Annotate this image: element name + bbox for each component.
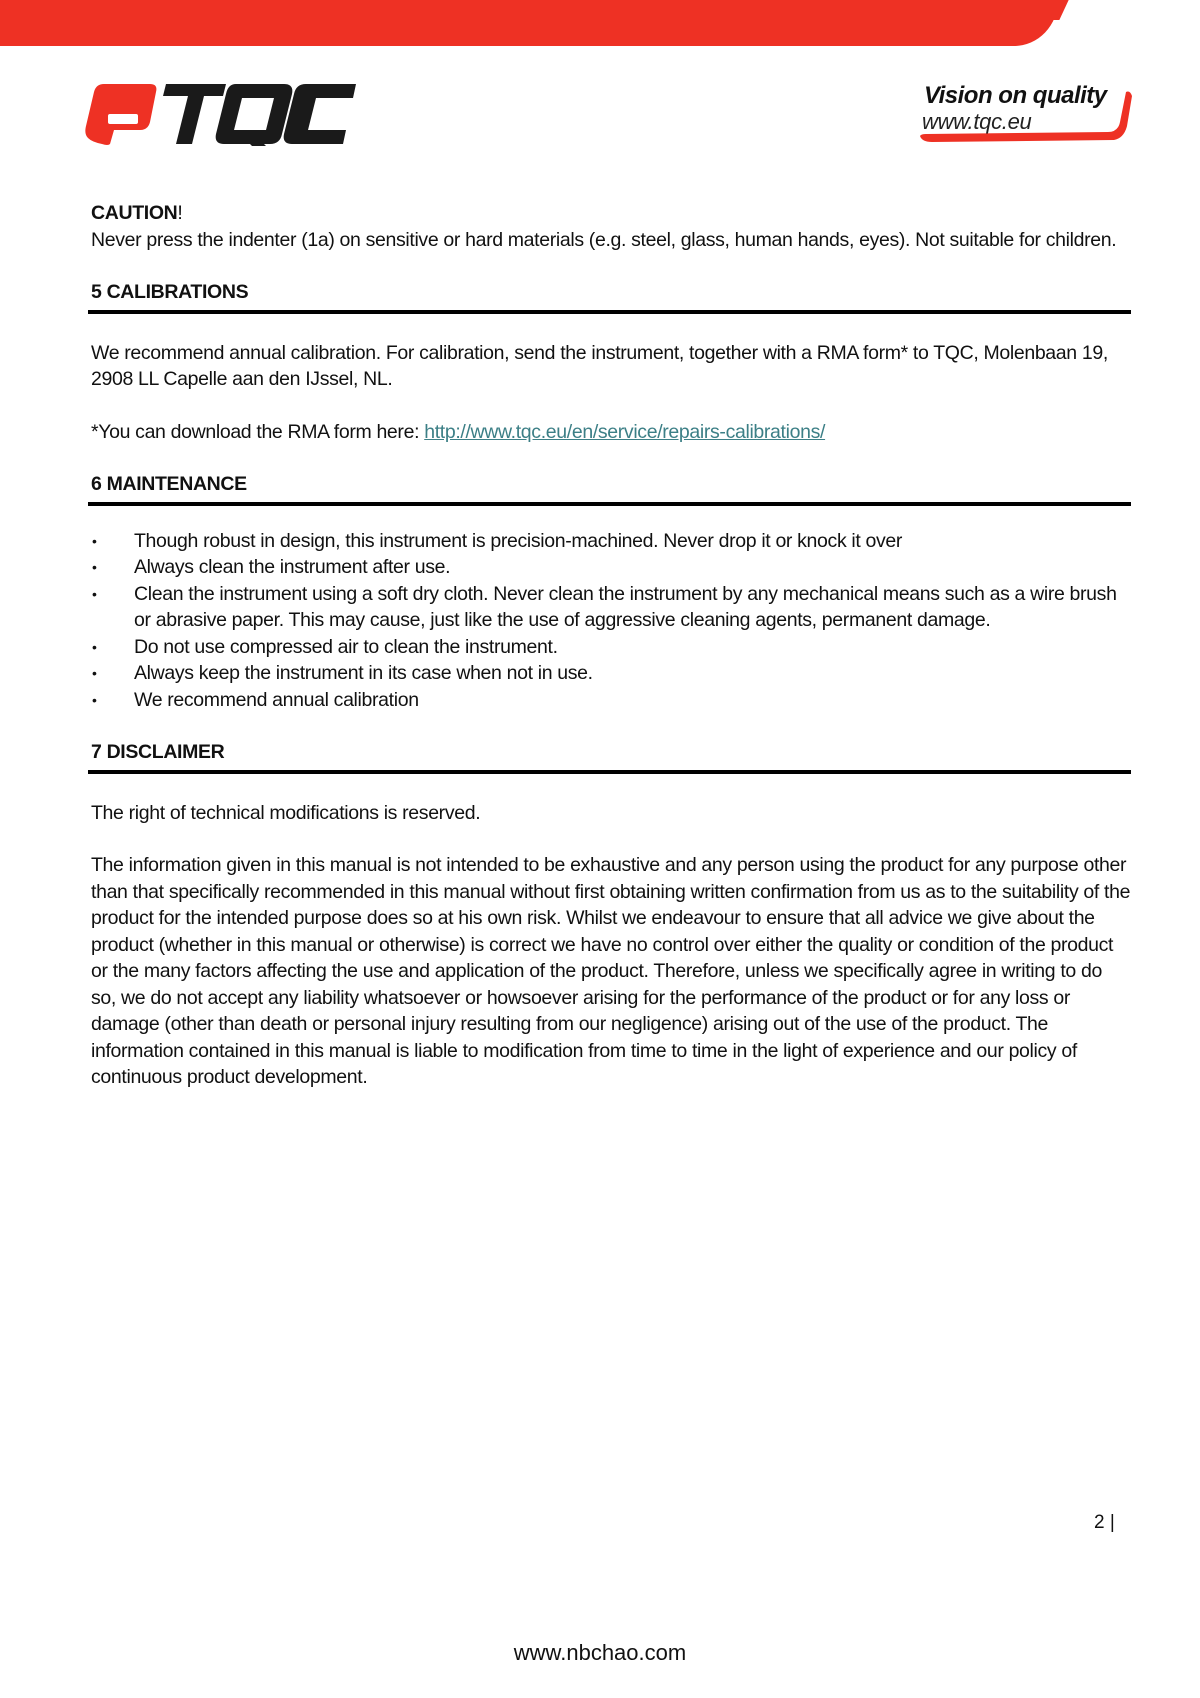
bullet-icon: •: [92, 691, 97, 708]
list-item: [91, 528, 1131, 555]
list-item-text: Always keep the instrument in its case when not in use.: [134, 662, 593, 684]
page-number: 2 |: [1094, 1512, 1115, 1533]
disclaimer-paragraph-1: The right of technical modifications is reserved.: [91, 801, 481, 824]
tagline-text: Vision on quality: [924, 82, 1107, 109]
calibrations-paragraph: We recommend annual calibration. For calibration, send the instrument, together with a RMA form* to TQC, Molenbaan 19, 2908 LL Capelle aan den IJssel, NL.: [91, 341, 1108, 390]
top-red-banner: [0, 0, 1058, 46]
rma-download-prefix: *You can download the RMA form here:: [91, 420, 425, 443]
document-body: [91, 200, 1131, 1091]
tqc-logo-icon: [84, 82, 359, 146]
caution-text: Never press the indenter (1a) on sensitive or hard materials (e.g. steel, glass, human hands, eyes). Not suitable for children.: [91, 228, 1117, 251]
list-item-text: Clean the instrument using a soft dry cloth. Never clean the instrument by any mechanical means such as a wire brush or abrasive paper. This may cause, just like the use of aggressive cleaning agents, permanent damage.: [134, 582, 1117, 631]
tqc-logo: [84, 82, 359, 146]
list-item-text: Though robust in design, this instrument is precision-machined. Never drop it or knock it over: [134, 529, 903, 552]
list-item: [91, 554, 1131, 581]
bullet-icon: •: [92, 638, 97, 655]
section-heading-maintenance: 6 MAINTENANCE: [88, 471, 1131, 506]
list-item: [91, 581, 1131, 634]
list-item-text: Do not use compressed air to clean the instrument.: [134, 635, 558, 658]
caution-title: [91, 200, 1131, 227]
disclaimer-paragraph-2: The information given in this manual is not intended to be exhaustive and any person using the product for any purpose other than that specifically recommended in this manual without first obtaining written confirmation from us as to the suitability of the product for the intended purpose does so at his own risk. Whilst we endeavour to ensure that all advice we give about the product (whether in this manual or otherwise) is correct we have no control over either the quality or condition of the product or the many factors affecting the use and application of the product. Therefore, unless we specifically agree in writing to do so, we do not accept any liability whatsoever or howsoever arising for the performance of the product or for any loss or damage (other than death or personal injury resulting from our negligence) arising out of the use of the product. The information contained in this manual is liable to modification from time to time in the light of experience and our policy of continuous product development.: [91, 854, 1131, 1088]
bullet-icon: •: [92, 585, 97, 602]
list-item: [91, 634, 1131, 661]
watermark-url: www.nbchao.com: [513, 1640, 687, 1665]
list-item-text: Always clean the instrument after use.: [134, 556, 451, 578]
section-heading-calibrations: 5 CALIBRATIONS: [88, 279, 1131, 314]
caution-title-text: CAUTION: [91, 202, 178, 224]
rma-download-line: [91, 419, 1131, 446]
bullet-icon: •: [92, 559, 97, 575]
tagline-badge: [918, 82, 1133, 148]
maintenance-list: [91, 528, 1131, 714]
list-item: [91, 687, 1131, 714]
section-heading-disclaimer: 7 DISCLAIMER: [88, 739, 1131, 774]
tagline-url: www.tqc.eu: [922, 109, 1032, 134]
rma-form-link[interactable]: http://www.tqc.eu/en/service/repairs-calibrations/: [424, 420, 826, 443]
bullet-icon: •: [92, 532, 97, 549]
caution-exclamation: !: [177, 202, 183, 224]
bullet-icon: •: [92, 665, 97, 681]
list-item: [91, 660, 1131, 687]
list-item-text: We recommend annual calibration: [134, 688, 419, 711]
